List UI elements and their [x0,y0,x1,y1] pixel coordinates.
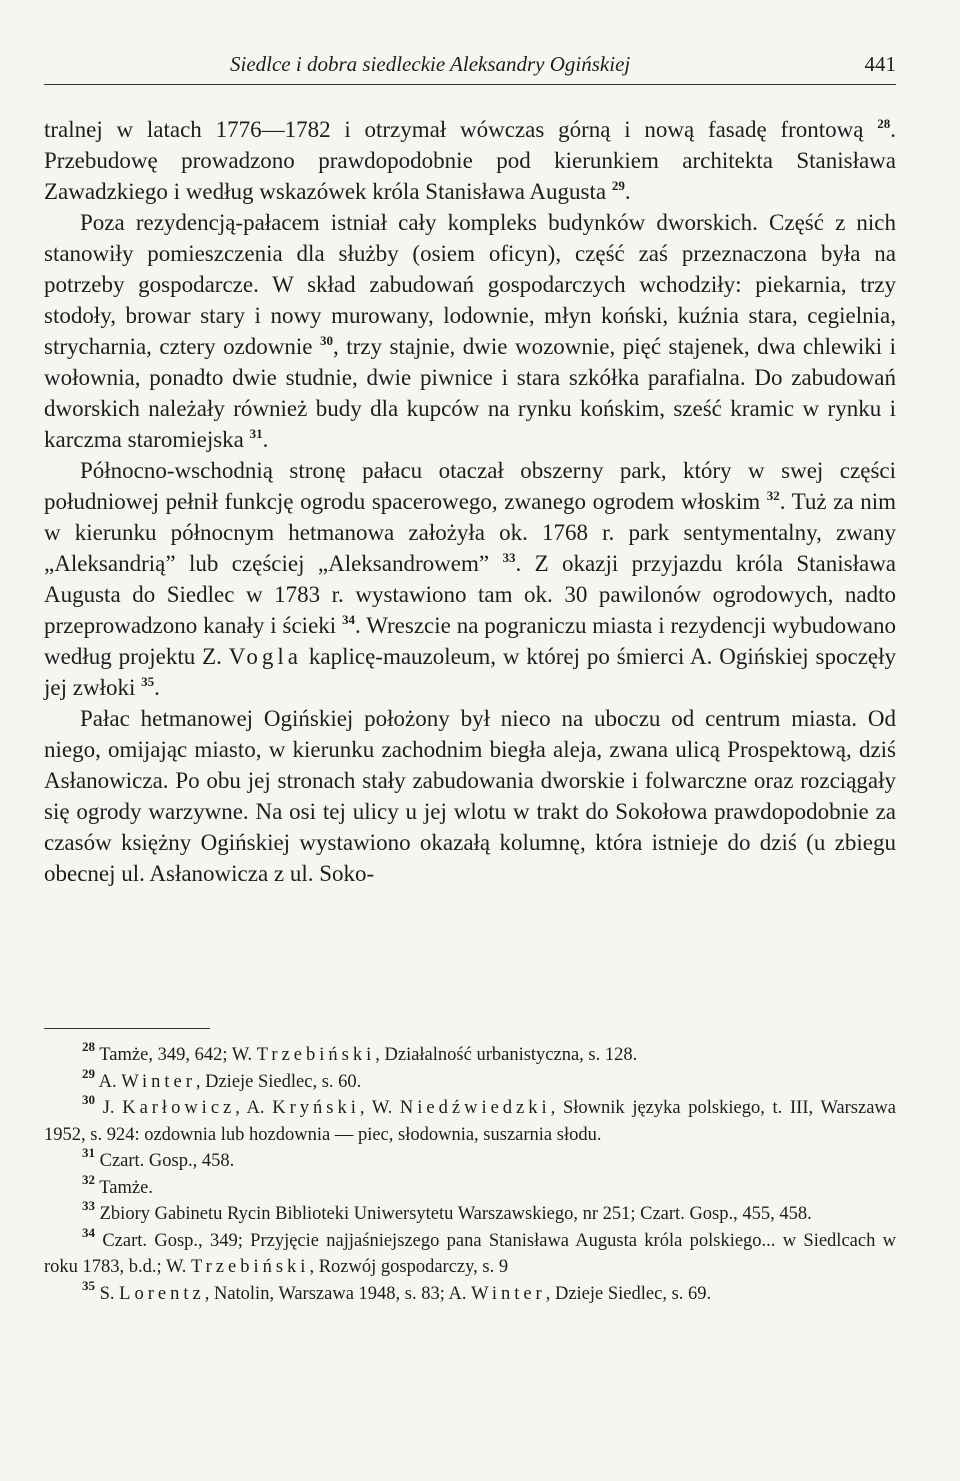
paragraph-1 [44,114,896,207]
author-name: Karłowicz [122,1098,236,1118]
text-span: Czart. Gosp., 349; Przyjęcie najjaśniejszego pana Stanisława Augusta króla polskiego... w Siedlcach w roku 1783, b.d.; W. [44,1230,897,1277]
footnote-34 [44,1224,897,1281]
text-span: , Działalność urbanistyczna, s. 128. [375,1045,638,1065]
footnote-number: 35 [82,1277,95,1293]
text-span: . [624,179,631,204]
text-span: Pałac hetmanowej Ogińskiej położony był nieco na uboczu od centrum miasta. Od niego, omijając miasto, w kierunku zachodnim biegła aleja, zwana ulicą Prospektową, dziś Asłanowicza. Po obu jej stronach stały zabudowania dworskie i folwarczne oraz rozciągały się ogrody warzywne. Na osi tej ulicy u jej wlotu w trakt do Sokołowa prawdopodobnie za czasów księżny Ogińskiej wystawiono okazałą kolumnę, która istnieje do dziś (u zbiegu obecnej ul. Asłanowicza z ul. Soko- [44,706,896,886]
text-span: , Natolin, Warszawa 1948, s. 83; A. [204,1283,467,1304]
text-span: . Z okazji przyjazdu króla Stanisława Augusta do Siedlec w 1783 r. wystawiono tam ok. 30 pawilonów ogrodowych, nadto przeprowadzono kanały i ścieki [44,551,897,638]
running-header [44,52,896,82]
footnote-28 [44,1039,896,1069]
text-span: , A. [235,1098,265,1118]
footnote-number: 32 [82,1171,95,1187]
footnote-ref-28: 28 [877,116,891,131]
text-span: , Słownik języka polskiego, t. III, Warszawa 1952, s. 924: ozdownia lub hozdownia — piec, słodownia, suszarnia słodu. [44,1098,896,1145]
author-name: Winter [121,1071,196,1092]
author-name: Lorentz [119,1283,205,1304]
text-span: S. [99,1283,115,1304]
text-span: J. [102,1098,115,1118]
footnote-ref-35: 35 [141,674,155,689]
paragraph-3 [44,455,896,703]
footnote-29 [44,1065,896,1096]
footnote-ref-32: 32 [766,488,780,503]
text-span: , Dzieje Siedlec, s. 69. [545,1283,712,1304]
footnote-number: 29 [82,1065,95,1081]
footnote-ref-31: 31 [249,426,263,441]
spaced-name: Vogla [228,644,303,669]
footnote-35 [44,1277,896,1308]
text-span: kaplicę-mauzoleum, w której po śmierci A. Ogińskiej spoczęły jej zwłoki [44,644,897,700]
author-name: Winter [471,1283,546,1304]
text-span: . [262,427,269,452]
page-number: 441 [864,52,896,76]
footnote-33 [44,1198,896,1228]
text-span: Poza rezydencją-pałacem istniał cały kompleks budynków dworskich. Część z nich stanowiły pomieszczenia dla służby (osiem oficyn), część zaś przeznaczona była na potrzeby gospodarcze. W skład zabudowań gospodarczych wchodziły: piekarnia, trzy stodoły, browar stary i nowy murowany, lodownie, młyn koński, kuźnia stara, cegielnia, strycharnia, cztery ozdownie [44,210,896,359]
header-rule [44,84,896,85]
text-span: . Wreszcie na pograniczu miasta i rezydencji wybudowano według projektu Z. [44,613,897,669]
footnote-ref-29: 29 [611,178,625,193]
running-title: Siedlce i dobra siedleckie Aleksandry Ogińskiej [230,52,631,76]
footnote-number: 31 [82,1145,95,1160]
footnote-rule [44,1028,210,1029]
footnote-number: 34 [82,1224,95,1240]
author-name: Niedźwiedzki [399,1098,551,1118]
paragraph-4 [44,703,896,889]
footnote-30 [44,1092,896,1148]
author-name: Kryński [272,1098,360,1118]
footnote-number: 33 [82,1198,95,1213]
paragraph-2 [44,207,896,455]
footnote-number: 28 [82,1039,95,1054]
footnote-31 [44,1145,896,1175]
text-span: , W. [359,1098,393,1118]
main-text [44,114,896,889]
text-span: , trzy stajnie, dwie wozownie, pięć stajenek, dwa chlewiki i wołownia, ponadto dwie studnie, dwie piwnice i stara szkółka parafialna. Do zabudowań dworskich należały również budy dla kupców na rynku końskim, sześć kramic w rynku i karczma staromiejska [44,334,896,452]
text-span: Czart. Gosp., 458. [99,1151,235,1171]
text-span: Tamże. [99,1177,153,1198]
text-span: , Dzieje Siedlec, s. 60. [195,1071,362,1092]
footnote-number: 30 [82,1092,95,1107]
text-span: A. [98,1071,117,1092]
author-name: Trzebiński [256,1045,376,1065]
text-span: , Rozwój gospodarczy, s. 9 [309,1257,509,1277]
author-name: Trzebiński [190,1257,310,1277]
text-span: . Przebudowę prowadzono prawdopodobnie pod kierunkiem architekta Stanisława Zawadzkiego i według wskazówek króla Stanisława Augusta [44,117,897,204]
footnote-ref-33: 33 [502,550,516,565]
text-span: Zbiory Gabinetu Rycin Biblioteki Uniwersytetu Warszawskiego, nr 251; Czart. Gosp., 455, 458. [99,1204,812,1224]
text-span: Północno-wschodnią stronę pałacu otaczał obszerny park, który w swej części południowej pełnił funkcję ogrodu spacerowego, zwanego ogrodem włoskim [44,458,896,514]
footnotes [44,1039,897,1307]
footnote-ref-34: 34 [342,612,356,627]
footnote-32 [44,1171,896,1202]
text-span: . Tuż za nim w kierunku północnym hetmanowa założyła ok. 1768 r. park sentymentalny, zwany „Aleksandrią” lub częściej „Aleksandrowem” [44,489,896,576]
text-span: . [154,675,160,700]
text-span: Tamże, 349, 642; W. [99,1045,253,1065]
text-span: tralnej w latach 1776—1782 i otrzymał wówczas górną i nową fasadę frontową [44,117,864,142]
footnote-ref-30: 30 [320,333,333,348]
